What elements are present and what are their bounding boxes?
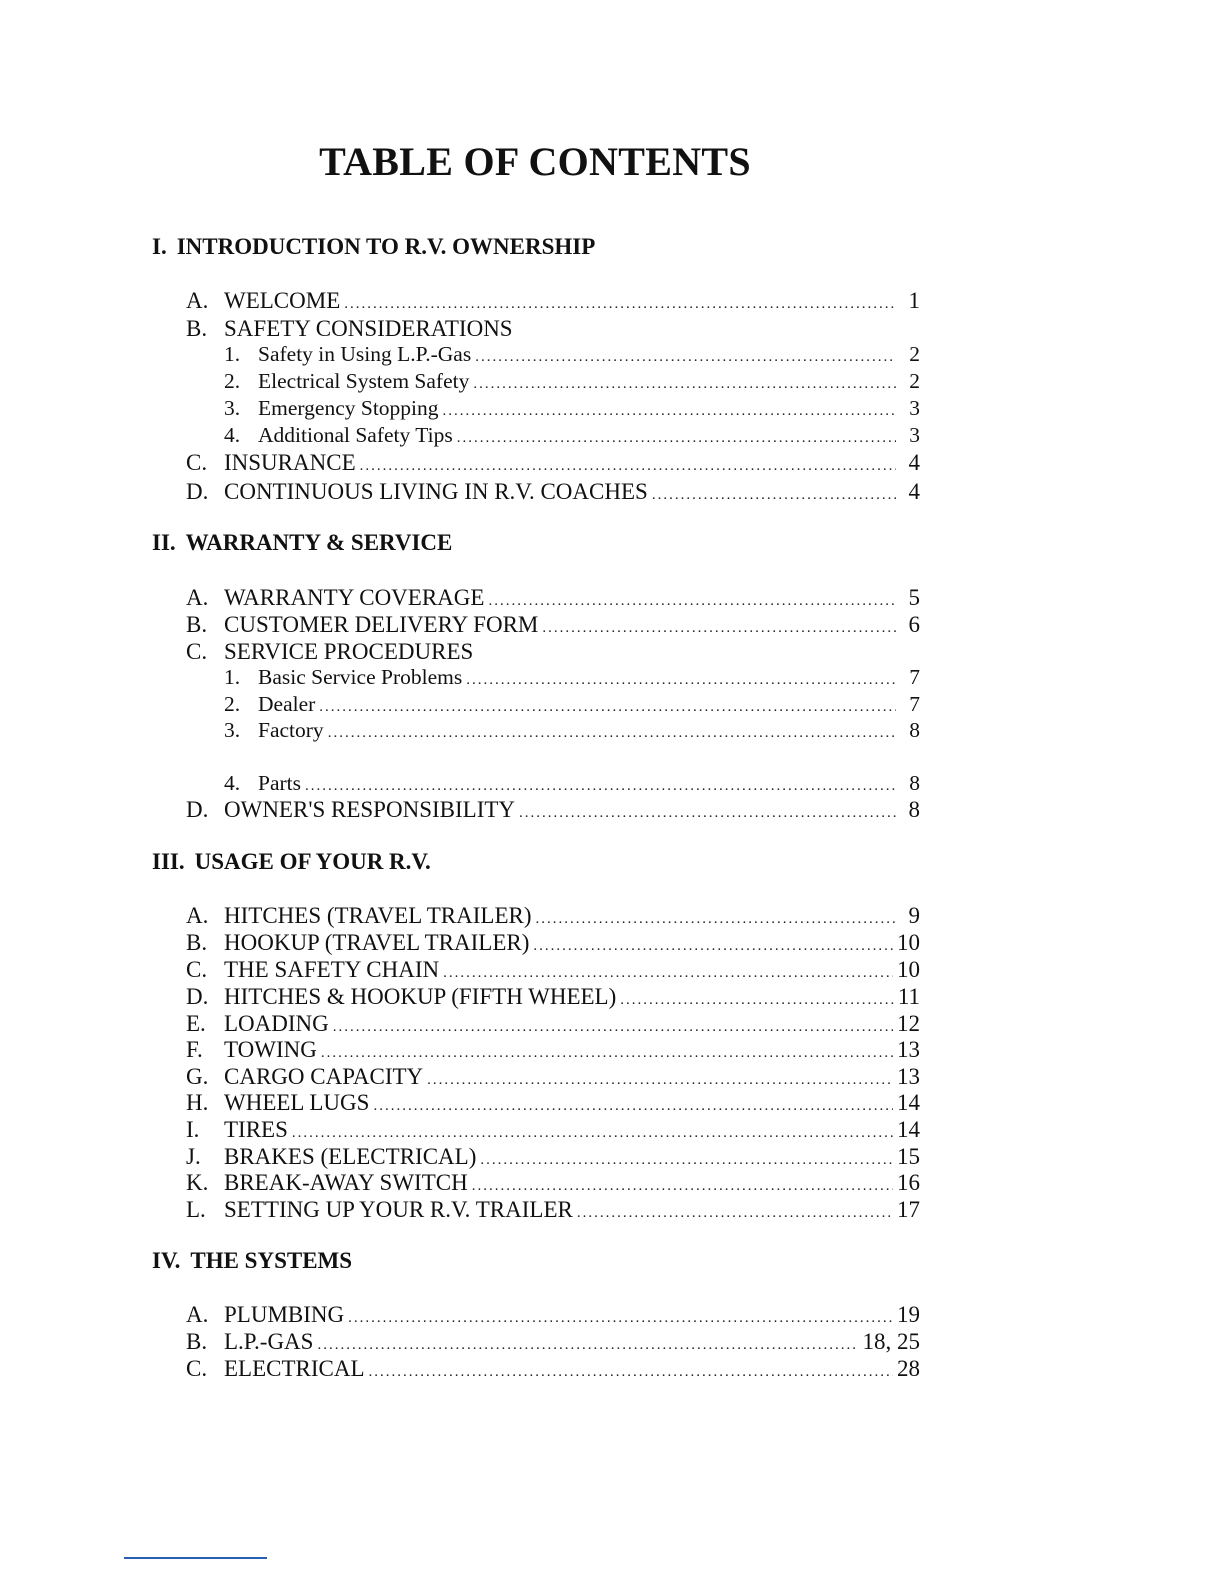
leader-dots (577, 1200, 893, 1227)
page-number: 16 (897, 1170, 920, 1195)
entry-marker: A. (186, 288, 209, 313)
entry-marker: K. (186, 1170, 209, 1195)
entry-marker: J. (186, 1144, 201, 1169)
entry-title: WELCOME (224, 288, 341, 313)
entry-marker: C. (186, 957, 208, 982)
entry-marker: 2. (224, 369, 241, 393)
entry-marker: A. (186, 1302, 209, 1327)
entry-title: BRAKES (ELECTRICAL) (224, 1144, 477, 1169)
entry-marker: A. (186, 903, 209, 928)
page-number: 8 (908, 797, 920, 822)
footer-rule (124, 1557, 267, 1559)
toc-subentry (224, 368, 920, 395)
toc-subentry (224, 395, 920, 422)
section-number: II. (152, 530, 176, 555)
entry-title: PLUMBING (224, 1302, 345, 1327)
leader-dots (475, 344, 896, 371)
section-heading (152, 849, 431, 875)
entry-title: Parts (258, 771, 301, 795)
toc-entry (186, 611, 920, 638)
entry-marker: D. (186, 797, 209, 822)
entry-title: HITCHES (TRAVEL TRAILER) (224, 903, 532, 928)
section-number: IV. (152, 1248, 181, 1273)
toc-entry (186, 287, 920, 314)
entry-marker: B. (186, 316, 208, 341)
toc-entry (186, 1036, 920, 1063)
page-number: 7 (909, 665, 920, 689)
entry-marker: C. (186, 450, 208, 475)
entry-title: Safety in Using L.P.-Gas (258, 342, 472, 366)
entry-marker: 4. (224, 771, 241, 795)
entry-title: TOWING (224, 1037, 317, 1062)
toc-entry (186, 902, 920, 929)
page-number: 18, 25 (862, 1329, 920, 1354)
page-title: TABLE OF CONTENTS (319, 139, 751, 184)
page-number: 8 (909, 771, 920, 795)
leader-dots (369, 1359, 893, 1386)
section-title: WARRANTY & SERVICE (185, 530, 453, 555)
leader-dots (344, 291, 896, 318)
entry-title: L.P.-GAS (224, 1329, 314, 1354)
leader-dots (466, 667, 896, 694)
toc-subentry (224, 341, 920, 368)
toc-entry (186, 1089, 920, 1116)
entry-title: OWNER'S RESPONSIBILITY (224, 797, 516, 822)
page-number: 14 (897, 1117, 920, 1142)
page-number: 28 (897, 1356, 920, 1381)
entry-marker: 1. (224, 665, 241, 689)
entry-title: CUSTOMER DELIVERY FORM (224, 612, 539, 637)
entry-title: WARRANTY COVERAGE (224, 585, 485, 610)
toc-subentry (224, 717, 920, 744)
entry-marker: E. (186, 1011, 206, 1036)
page-number: 1 (908, 288, 920, 313)
entry-title: SAFETY CONSIDERATIONS (224, 316, 513, 341)
section-number: I. (152, 234, 167, 259)
toc-entry (186, 1063, 920, 1090)
leader-dots (519, 800, 896, 827)
leader-dots (652, 482, 896, 509)
entry-marker: B. (186, 1329, 208, 1354)
page-number: 11 (897, 984, 920, 1009)
page-number: 9 (908, 903, 920, 928)
entry-marker: C. (186, 639, 208, 664)
entry-marker: B. (186, 930, 208, 955)
entry-marker: D. (186, 479, 209, 504)
entry-title: HOOKUP (TRAVEL TRAILER) (224, 930, 530, 955)
page-number: 13 (897, 1064, 920, 1089)
page-number: 12 (897, 1011, 920, 1036)
entry-title: Additional Safety Tips (258, 423, 453, 447)
entry-title: Basic Service Problems (258, 665, 463, 689)
toc-entry (186, 796, 920, 823)
entry-marker: A. (186, 585, 209, 610)
toc-subentry (224, 770, 920, 797)
toc-entry (186, 956, 920, 983)
leader-dots (457, 425, 896, 452)
toc-entry (186, 1328, 920, 1355)
section-title: USAGE OF YOUR R.V. (194, 849, 431, 874)
toc-entry (186, 1169, 920, 1196)
toc-entry (186, 983, 920, 1010)
toc-entry (186, 449, 920, 476)
entry-title: Electrical System Safety (258, 369, 470, 393)
page-number: 5 (908, 585, 920, 610)
entry-marker: 3. (224, 396, 241, 420)
toc-entry (186, 1116, 920, 1143)
page-number: 14 (897, 1090, 920, 1115)
page-number: 15 (897, 1144, 920, 1169)
page-number: 10 (897, 957, 920, 982)
entry-title: WHEEL LUGS (224, 1090, 370, 1115)
section-number: III. (152, 849, 185, 874)
page-number: 2 (909, 369, 920, 393)
page-number: 17 (897, 1197, 920, 1222)
leader-dots (473, 371, 896, 398)
toc-entry (186, 1196, 920, 1223)
toc-subentry (224, 664, 920, 691)
toc-entry (186, 1355, 920, 1382)
entry-marker: L. (186, 1197, 206, 1222)
page-number: 4 (908, 450, 920, 475)
entry-marker: D. (186, 984, 209, 1009)
entry-marker: C. (186, 1356, 208, 1381)
toc-entry (186, 315, 920, 342)
toc-entry (186, 929, 920, 956)
toc-subentry (224, 422, 920, 449)
toc-subentry (224, 691, 920, 718)
entry-title: Factory (258, 718, 324, 742)
section-heading (152, 530, 452, 556)
entry-marker: H. (186, 1090, 209, 1115)
page-number: 19 (897, 1302, 920, 1327)
toc-entry (186, 478, 920, 505)
page-number: 4 (908, 479, 920, 504)
page-number: 3 (909, 423, 920, 447)
toc-entry (186, 638, 920, 665)
entry-marker: G. (186, 1064, 209, 1089)
entry-marker: 2. (224, 692, 241, 716)
entry-title: THE SAFETY CHAIN (224, 957, 440, 982)
page-number: 6 (908, 612, 920, 637)
entry-title: BREAK-AWAY SWITCH (224, 1170, 468, 1195)
page-number: 10 (897, 930, 920, 955)
page-number: 7 (909, 692, 920, 716)
page-number: 3 (909, 396, 920, 420)
toc-entry (186, 1143, 920, 1170)
entry-marker: B. (186, 612, 208, 637)
leader-dots (360, 453, 896, 480)
entry-marker: F. (186, 1037, 203, 1062)
section-title: THE SYSTEMS (190, 1248, 353, 1273)
entry-marker: 4. (224, 423, 241, 447)
section-heading (152, 1248, 352, 1274)
toc-entry (186, 1010, 920, 1037)
toc-entry (186, 584, 920, 611)
entry-title: ELECTRICAL (224, 1356, 365, 1381)
entry-marker: 3. (224, 718, 241, 742)
entry-title: CARGO CAPACITY (224, 1064, 424, 1089)
leader-dots (443, 398, 896, 425)
section-heading (152, 234, 595, 260)
entry-title: LOADING (224, 1011, 329, 1036)
entry-title: Emergency Stopping (258, 396, 439, 420)
entry-title: SETTING UP YOUR R.V. TRAILER (224, 1197, 573, 1222)
toc-entry (186, 1301, 920, 1328)
entry-title: CONTINUOUS LIVING IN R.V. COACHES (224, 479, 648, 504)
entry-marker: 1. (224, 342, 241, 366)
entry-title: TIRES (224, 1117, 288, 1142)
entry-title: Dealer (258, 692, 316, 716)
page-number: 2 (909, 342, 920, 366)
page-number: 13 (897, 1037, 920, 1062)
section-title: INTRODUCTION TO R.V. OWNERSHIP (176, 234, 596, 259)
entry-title: INSURANCE (224, 450, 356, 475)
page-number: 8 (909, 718, 920, 742)
leader-dots (328, 720, 896, 747)
entry-marker: I. (186, 1117, 200, 1142)
entry-title: HITCHES & HOOKUP (FIFTH WHEEL) (224, 984, 617, 1009)
entry-title: SERVICE PROCEDURES (224, 639, 474, 664)
